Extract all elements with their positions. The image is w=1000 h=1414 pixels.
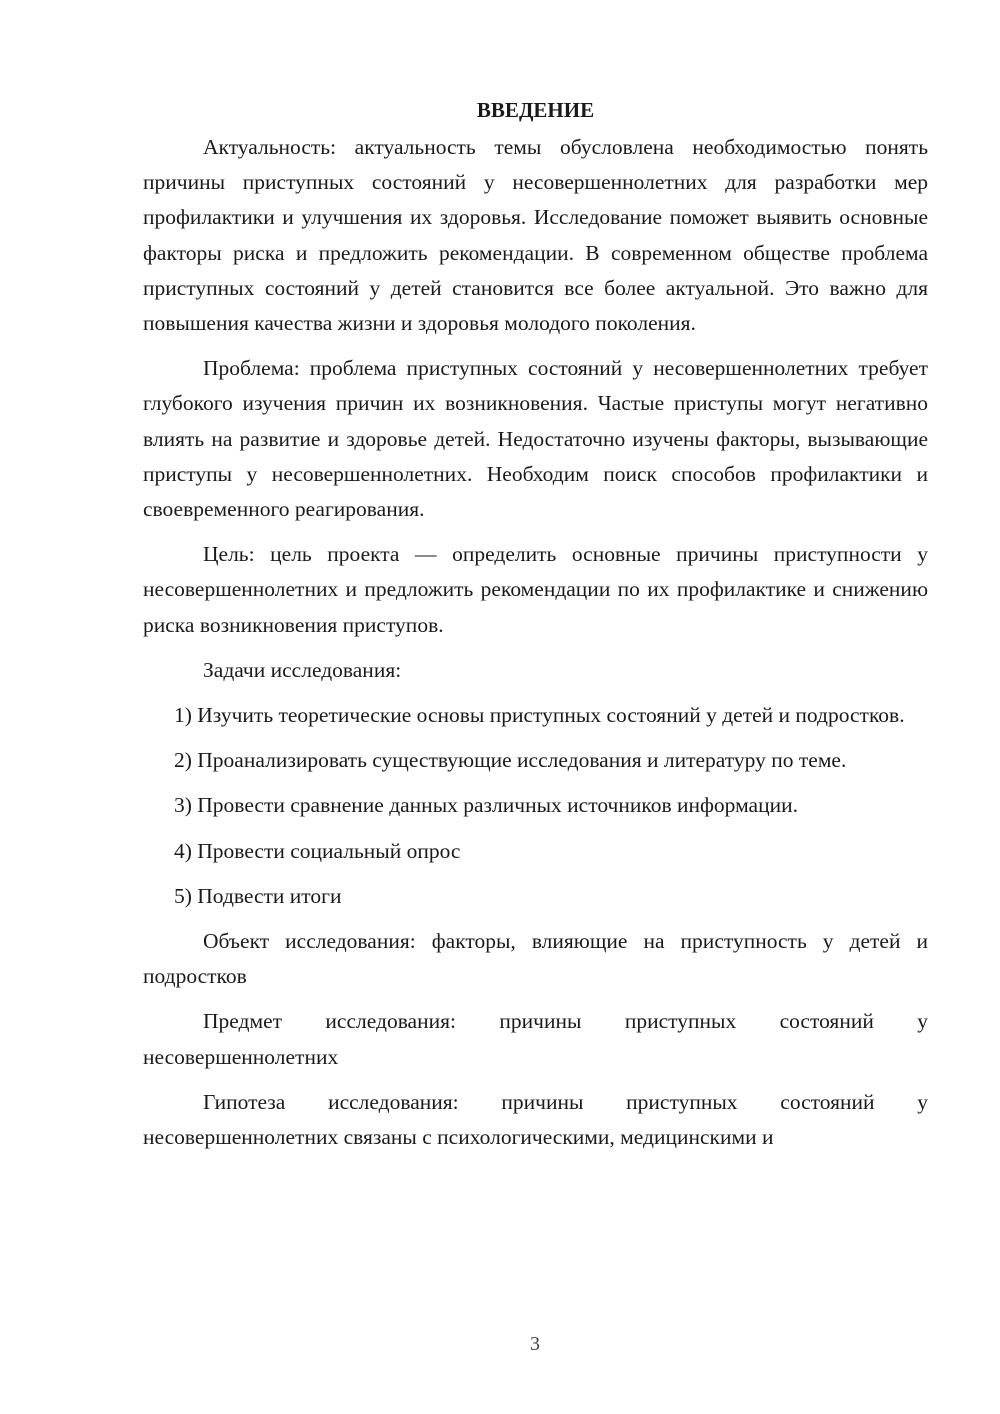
paragraph-hypothesis: Гипотеза исследования: причины приступных состояний у несовершеннолетних связаны с психологическими, медицинскими и: [143, 1089, 928, 1150]
task-item-3: 3) Провести сравнение данных различных источников информации.: [174, 793, 798, 818]
task-item-5: 5) Подвести итоги: [174, 883, 342, 908]
task-item-1: 1) Изучить теоретические основы приступных состояний у детей и подростков.: [174, 703, 905, 728]
paragraph-tasks-heading: Задачи исследования:: [203, 657, 402, 682]
paragraph-subject: Предмет исследования: причины приступных состояний у несовершеннолетних: [143, 1009, 928, 1069]
paragraph-goal: Цель: цель проекта — определить основные причины приступности у несовершеннолетних и предложить рекомендации по их профилактике и снижению риска возникновения приступов.: [143, 542, 928, 637]
page-number: 3: [530, 1333, 540, 1355]
page-title: ВВЕДЕНИЕ: [476, 98, 595, 122]
task-item-2: 2) Проанализировать существующие исследования и литературу по теме.: [174, 748, 847, 773]
paragraph-relevance: Актуальность: актуальность темы обусловлена необходимостью понять причины приступных состояний у несовершеннолетних для разработки мер профилактики и улучшения их здоровья. Исследование поможет выявить основные факторы риска и предложить рекомендации. В современном обществе проблема приступных состояний у детей становится все более актуальной. Это важно для повышения качества жизни и здоровья молодого поколения.: [143, 135, 928, 336]
paragraph-object: Объект исследования: факторы, влияющие на приступность у детей и подростков: [143, 929, 928, 989]
paragraph-problem: Проблема: проблема приступных состояний у несовершеннолетних требует глубокого изучения причин их возникновения. Частые приступы могут негативно влиять на развитие и здоровье детей. Недостаточно изучены факторы, вызывающие приступы у несовершеннолетних. Необходим поиск способов профилактики и своевременного реагирования.: [143, 356, 928, 522]
task-item-4: 4) Провести социальный опрос: [174, 838, 461, 863]
document-page: [143, 92, 928, 1155]
